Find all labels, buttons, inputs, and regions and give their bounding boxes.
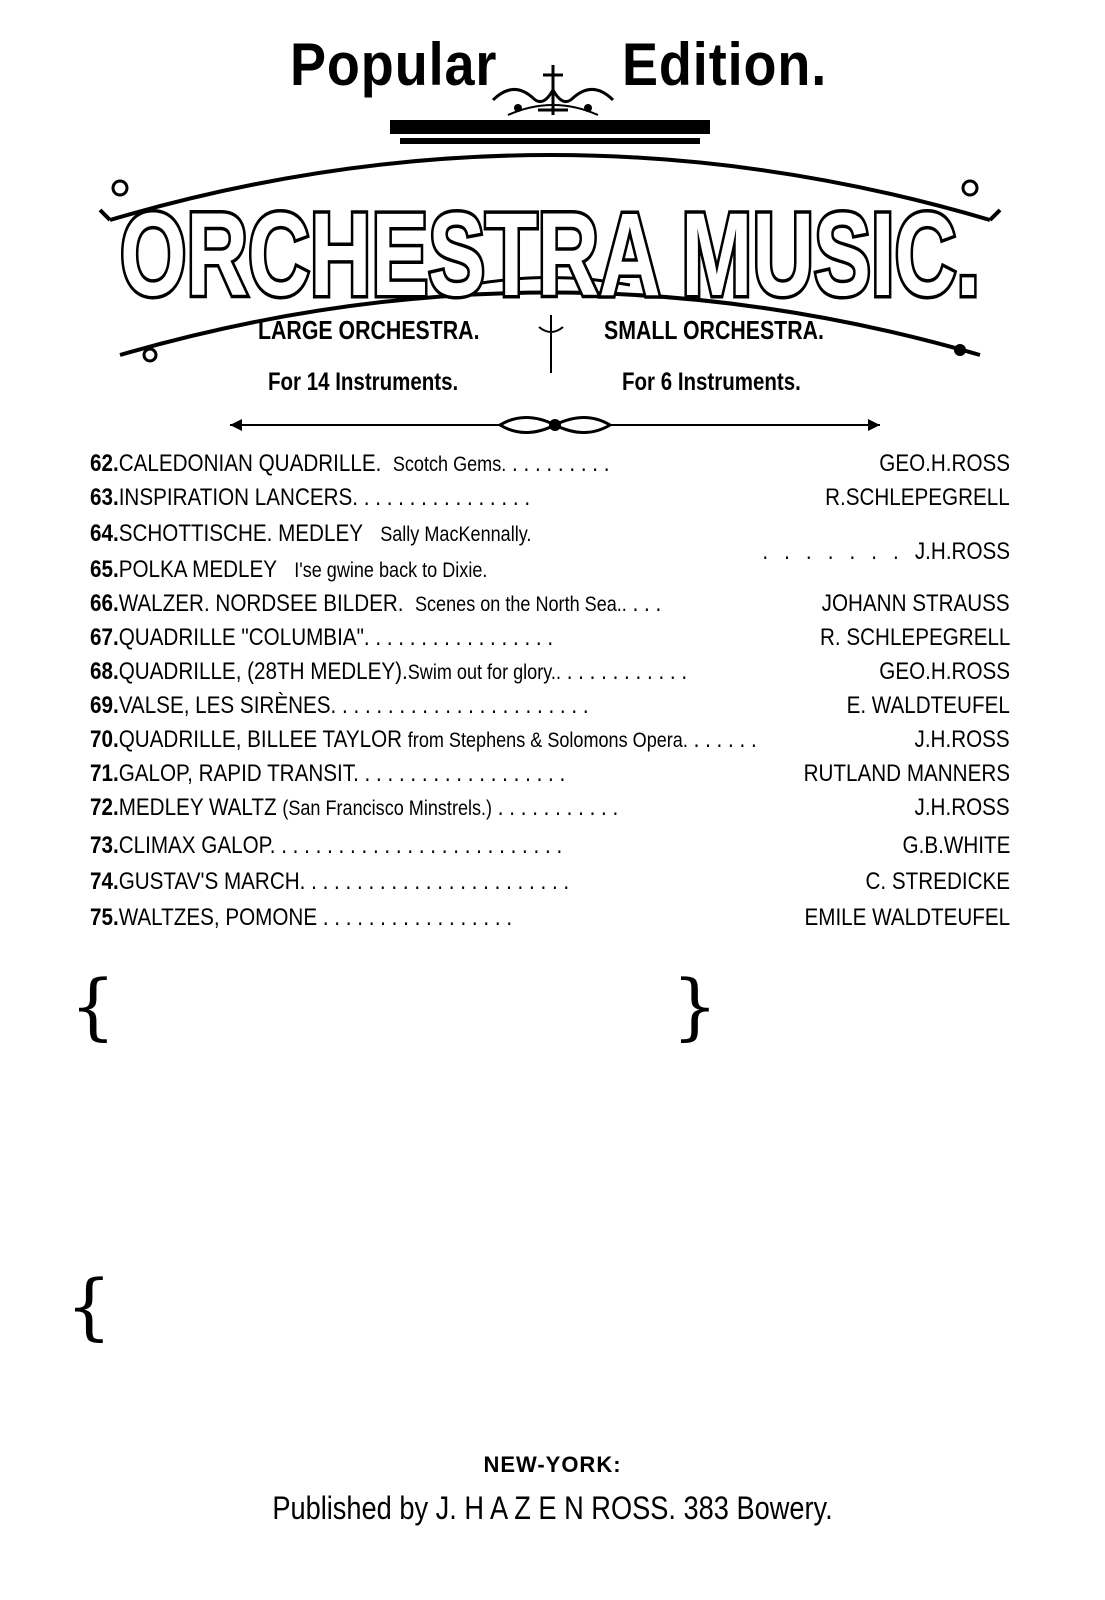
item-composer: C. STREDICKE — [865, 868, 1010, 895]
title-line — [0, 30, 1105, 110]
item-composer: J.H.ROSS — [914, 726, 1010, 753]
item-number: 73. — [90, 832, 119, 859]
catalog-item: 63.INSPIRATION LANCERS. . . . . . . . . . . . . . . . R.SCHLEPEGRELL — [90, 484, 1010, 511]
item-subtitle: Sally MacKennally. — [380, 523, 532, 546]
banner-title: ORCHESTRA MUSIC. — [120, 189, 980, 321]
item-number: 74. — [90, 868, 119, 895]
item-title: QUADRILLE, (28TH MEDLEY). — [118, 658, 408, 685]
item-title: WALZER. NORDSEE BILDER. — [118, 590, 404, 617]
catalog-item: 68.QUADRILLE, (28TH MEDLEY).Swim out for glory.. . . . . . . . . . . . GEO.H.ROSS — [90, 658, 1010, 685]
item-number: 69. — [90, 692, 119, 719]
title-edition: Edition. — [622, 31, 828, 98]
item-composer: J.H.ROSS — [914, 794, 1010, 821]
item-title: MEDLEY WALTZ — [118, 794, 277, 821]
left-brace-icon: { — [66, 1264, 112, 1348]
item-composer: R.SCHLEPEGRELL — [825, 484, 1010, 511]
item-composer: EMILE WALDTEUFEL — [804, 904, 1010, 931]
item-title: WALTZES, POMONE — [118, 904, 318, 931]
catalog-item: 74.GUSTAV'S MARCH. . . . . . . . . . . . . . . . . . . . . . . . C. STREDICKE — [90, 868, 1010, 895]
small-orchestra-label: SMALL ORCHESTRA. — [604, 315, 824, 345]
catalog-item: 69.VALSE, LES SIRÈNES. . . . . . . . . . . . . . . . . . . . . . . E. WALDTEUFEL — [90, 692, 1010, 719]
item-subtitle: Scotch Gems. — [392, 453, 507, 476]
large-orchestra-label: LARGE ORCHESTRA. — [258, 315, 480, 345]
item-subtitle: (San Francisco Minstrels.) — [282, 797, 493, 820]
item-subtitle: from Stephens & Solomons Opera. — [407, 729, 688, 752]
item-composer: R. SCHLEPEGRELL — [819, 624, 1010, 651]
catalog-item: 73.CLIMAX GALOP. . . . . . . . . . . . . . . . . . . . . . . . . . G.B.WHITE — [90, 832, 1010, 859]
item-composer: J.H.ROSS — [914, 538, 1010, 565]
catalog-item: 70.QUADRILLE, BILLEE TAYLOR from Stephens & Solomons Opera. . . . . . . J.H.ROSS — [90, 726, 1010, 753]
catalog-item: 66.WALZER. NORDSEE BILDER. Scenes on the North Sea.. . . . JOHANN STRAUSS — [90, 590, 1010, 617]
item-composer: GEO.H.ROSS — [879, 450, 1010, 477]
item-composer: G.B.WHITE — [902, 832, 1010, 859]
small-instrument-count: For 6 Instruments. — [622, 368, 801, 396]
item-number: 72. — [90, 794, 119, 821]
item-composer: GEO.H.ROSS — [879, 658, 1010, 685]
item-number: 67. — [90, 624, 119, 651]
item-subtitle: Swim out for glory.. — [407, 661, 561, 684]
item-number: 75. — [90, 904, 119, 931]
catalog-item: 75.WALTZES, POMONE . . . . . . . . . . . . . . . . . EMILE WALDTEUFEL — [90, 904, 1010, 931]
item-title: CLIMAX GALOP. — [118, 832, 276, 859]
right-brace-icon: } — [672, 964, 718, 1048]
catalog-item: 62.CALEDONIAN QUADRILLE. Scotch Gems. . . . . . . . . . GEO.H.ROSS — [90, 450, 1010, 477]
item-title: SCHOTTISCHE. MEDLEY — [118, 520, 363, 547]
item-composer: RUTLAND MANNERS — [803, 760, 1010, 787]
publisher-line: Published by J. H A Z E N ROSS. 383 Bowery. — [272, 1490, 833, 1526]
item-number: 62. — [90, 450, 119, 477]
item-number: 64. — [90, 520, 119, 547]
item-number: 70. — [90, 726, 119, 753]
item-title: GALOP, RAPID TRANSIT. — [118, 760, 359, 787]
large-instrument-count: For 14 Instruments. — [268, 368, 459, 396]
catalog-item: 72.MEDLEY WALTZ (San Francisco Minstrels.) . . . . . . . . . . . J.H.ROSS — [90, 794, 1010, 821]
item-composer: JOHANN STRAUSS — [821, 590, 1010, 617]
item-title: CALEDONIAN QUADRILLE. — [118, 450, 382, 477]
center-flourish-icon — [536, 315, 566, 375]
publisher-city: NEW-YORK: — [483, 1452, 622, 1477]
ornamental-divider-icon — [230, 405, 880, 445]
item-title: QUADRILLE "COLUMBIA". — [118, 624, 370, 651]
left-brace-icon: { — [70, 964, 116, 1048]
item-title: INSPIRATION LANCERS. — [118, 484, 359, 511]
item-number: 65. — [90, 556, 119, 583]
item-number: 63. — [90, 484, 119, 511]
catalog-item: 71.GALOP, RAPID TRANSIT. . . . . . . . . . . . . . . . . . . RUTLAND MANNERS — [90, 760, 1010, 787]
item-subtitle: Scenes on the North Sea.. — [414, 593, 627, 616]
item-title: VALSE, LES SIRÈNES. — [118, 692, 337, 719]
catalog-item-shared-composer: . . . . . . . J.H.ROSS — [762, 538, 1010, 565]
item-number: 66. — [90, 590, 119, 617]
item-title: GUSTAV'S MARCH. — [118, 868, 306, 895]
item-number: 68. — [90, 658, 119, 685]
item-number: 71. — [90, 760, 119, 787]
catalog-item: 67.QUADRILLE "COLUMBIA". . . . . . . . . . . . . . . . . R. SCHLEPEGRELL — [90, 624, 1010, 651]
item-title: QUADRILLE, BILLEE TAYLOR — [118, 726, 403, 753]
item-composer: E. WALDTEUFEL — [846, 692, 1010, 719]
item-title: POLKA MEDLEY — [118, 556, 278, 583]
item-subtitle: I'se gwine back to Dixie. — [294, 559, 488, 582]
title-popular: Popular — [290, 31, 498, 98]
